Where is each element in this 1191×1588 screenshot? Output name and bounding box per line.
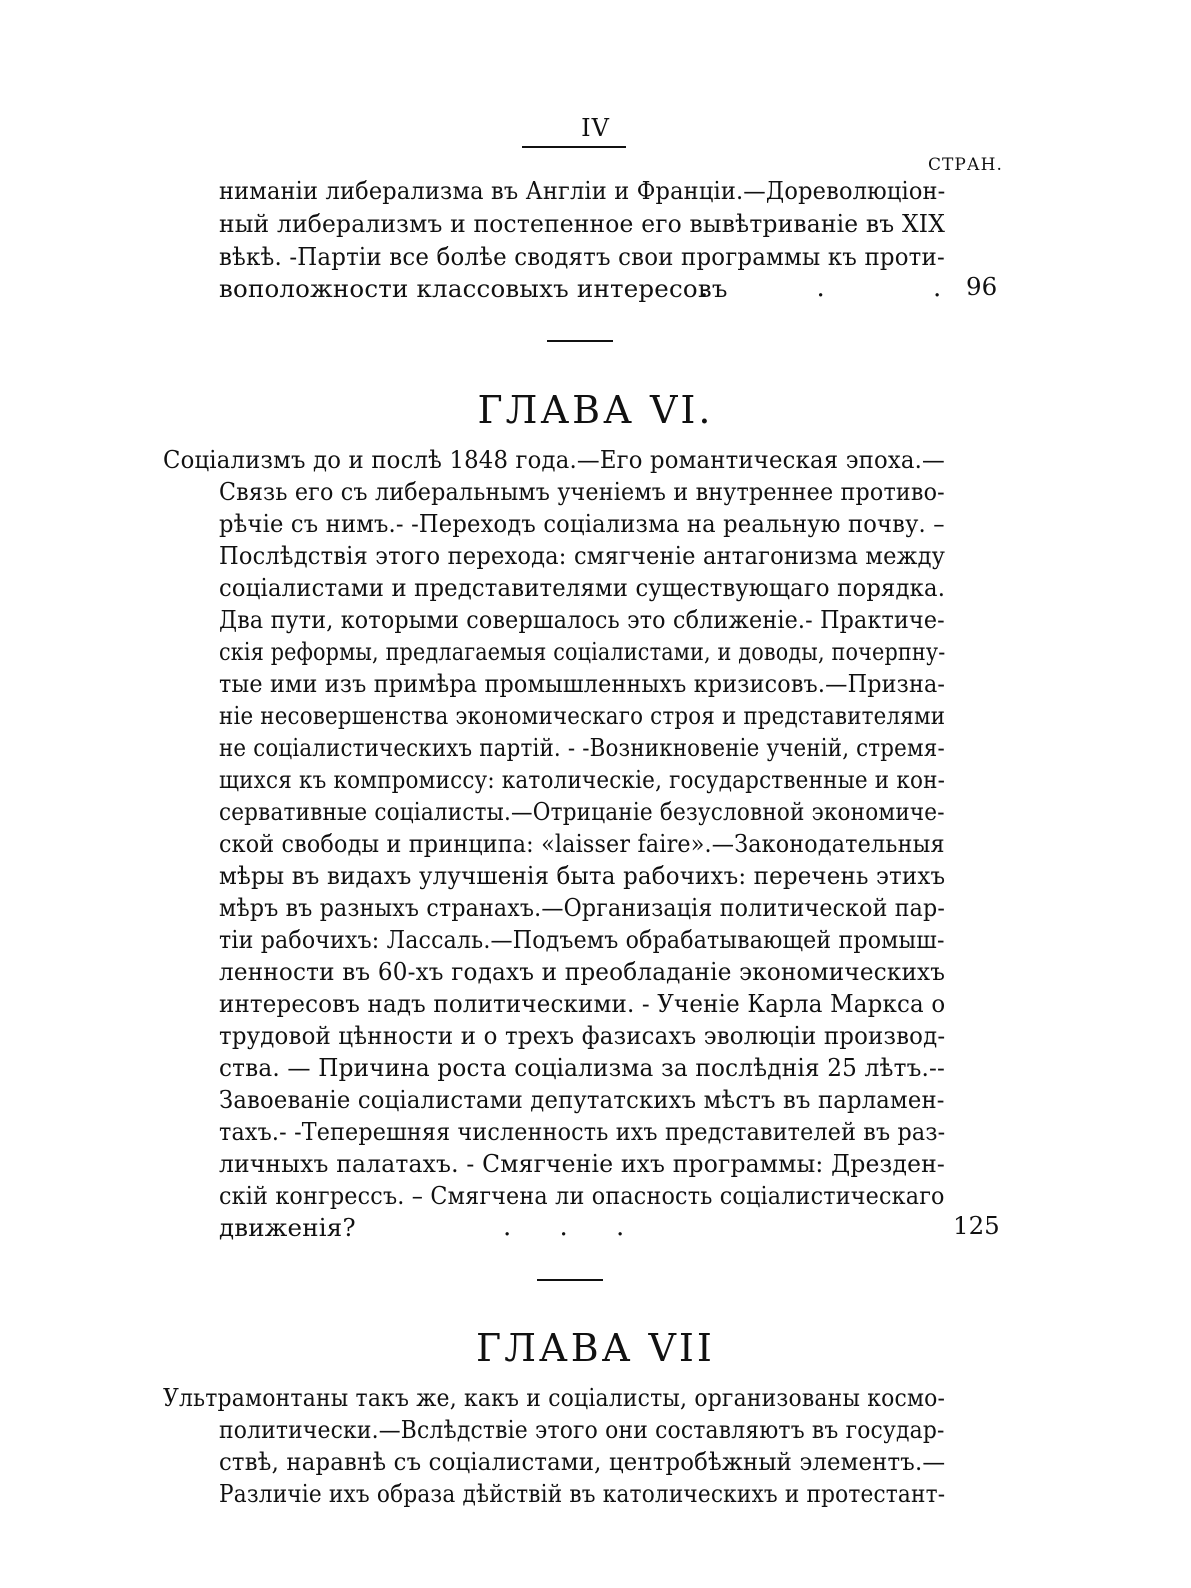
toc-line: рѣчіе съ нимъ.- -Переходъ соціализма на реальную почву. – — [219, 509, 945, 538]
leader-dots: . . . — [700, 273, 942, 303]
page-ref: 96 — [966, 272, 998, 301]
toc-line: Послѣдствія этого перехода: смягченіе антагонизма между — [219, 541, 946, 570]
toc-line: скій конгрессъ. – Смягчена ли опасность соціалистическаго — [219, 1181, 945, 1210]
leader-dots: . . . — [503, 1212, 625, 1242]
toc-line: Ультрамонтаны такъ же, какъ и соціалисты, организованы космо- — [163, 1383, 946, 1412]
toc-line: скія реформы, предлагаемыя соціалистами, и доводы, почерпну- — [219, 637, 946, 666]
toc-line: тіи рабочихъ: Лассаль.—Подъемъ обрабатывающей промыш- — [219, 925, 945, 954]
toc-line: Два пути, которыми совершалось это сближеніе.- Практиче- — [219, 605, 945, 634]
toc-line: ской свободы и принципа: «laisser faire».—Законодательныя — [219, 829, 945, 858]
toc-line: политически.—Вслѣдствіе этого они составляютъ въ государ- — [219, 1415, 945, 1444]
toc-line: интересовъ надъ политическими. - Ученіе Карла Маркса о — [219, 989, 946, 1018]
toc-line: воположности классовыхъ интересовъ — [219, 274, 728, 303]
toc-line: движенія? — [219, 1213, 356, 1242]
toc-line: не соціалистическихъ партій. - -Возникновеніе ученій, стремя- — [219, 733, 945, 762]
toc-line: соціалистами и представителями существующаго порядка. — [219, 573, 946, 602]
toc-line: Связь его съ либеральнымъ ученіемъ и внутреннее противо- — [219, 477, 945, 506]
toc-line: тахъ.- -Теперешняя численность ихъ представителей въ раз- — [219, 1117, 946, 1146]
page-ref: 125 — [953, 1211, 1000, 1240]
toc-line: сервативные соціалисты.—Отрицаніе безусловной экономиче- — [219, 797, 945, 826]
toc-line: вѣкѣ. -Партіи все болѣе сводятъ свои программы къ проти- — [219, 242, 945, 271]
toc-line: ниманіи либерализма въ Англіи и Франціи.—Дореволюціон- — [219, 176, 946, 205]
toc-line: ный либерализмъ и постепенное его вывѣтриваніе въ XIX — [219, 209, 946, 238]
column-label: СТРАН. — [928, 155, 1003, 175]
toc-line: трудовой цѣнности и о трехъ фазисахъ эволюціи производ- — [219, 1021, 946, 1050]
chapter-heading: ГЛАВА VII — [476, 1326, 715, 1370]
page-number: IV — [581, 114, 610, 142]
section-rule — [547, 340, 613, 342]
toc-line: ленности въ 60-хъ годахъ и преобладаніе экономическихъ — [219, 957, 946, 986]
toc-line: тые ими изъ примѣра промышленныхъ кризисовъ.—Призна- — [219, 669, 946, 698]
toc-line: мѣръ въ разныхъ странахъ.—Организація политической пар- — [219, 893, 945, 922]
toc-line: личныхъ палатахъ. - Смягченіе ихъ программы: Дрезден- — [219, 1149, 946, 1178]
chapter-heading: ГЛАВА VI. — [477, 388, 714, 432]
toc-line: щихся къ компромиссу: католическіе, государственные и кон- — [219, 765, 946, 794]
toc-line: мѣры въ видахъ улучшенія быта рабочихъ: перечень этихъ — [219, 861, 946, 890]
section-rule — [537, 1279, 603, 1281]
toc-line: ствѣ, наравнѣ съ соціалистами, центробѣжный элементъ.— — [219, 1447, 946, 1476]
toc-line: ніе несовершенства экономическаго строя и представителями — [219, 701, 946, 730]
toc-line: Завоеваніе соціалистами депутатскихъ мѣстъ въ парламен- — [219, 1085, 945, 1114]
toc-line: Соціализмъ до и послѣ 1848 года.—Его романтическая эпоха.— — [163, 445, 945, 474]
toc-line: ства. — Причина роста соціализма за послѣднія 25 лѣтъ.-- — [219, 1053, 946, 1082]
toc-line: Различіе ихъ образа дѣйствій въ католическихъ и протестант- — [219, 1479, 946, 1508]
page-number-rule — [522, 146, 626, 148]
